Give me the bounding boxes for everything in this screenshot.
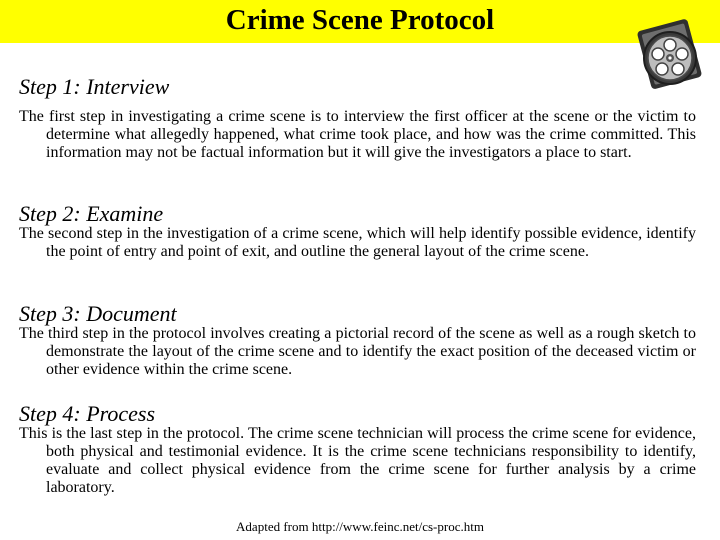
step-3-heading: Step 3: Document: [19, 301, 177, 326]
step-1-heading: Step 1: Interview: [19, 74, 170, 99]
step-1-text: The first step in investigating a crime scene is to interview the first officer at the scene or the victim to determine what allegedly happened, what crime took place, and how was the crime committed. This information may not be factual information but it will give the investigators a place to start.: [19, 108, 696, 161]
step-2-heading: Step 2: Examine: [19, 201, 164, 226]
step-3-text: The third step in the protocol involves creating a pictorial record of the scene as well as a rough sketch to demonstrate the layout of the crime scene and to identify the exact position of the deceased victim or other evidence within the crime scene.: [19, 325, 696, 378]
title-bar: [0, 0, 720, 43]
page-title: Crime Scene Protocol: [225, 4, 495, 36]
source-credit: Adapted from http://www.feinc.net/cs-proc.htm: [236, 519, 484, 534]
film-reel-icon: [634, 18, 706, 90]
step-2-text: The second step in the investigation of a crime scene, which will help identify possible evidence, identify the point of entry and point of exit, and outline the general layout of the crime scene.: [19, 225, 696, 260]
step-4-text: This is the last step in the protocol. The crime scene technician will process the crime scene for evidence, both physical and testimonial evidence. It is the crime scene technicians responsibility to identify, evaluate and collect physical evidence from the crime scene for further analysis by a crime laboratory.: [19, 425, 696, 496]
step-4-heading: Step 4: Process: [19, 401, 156, 426]
